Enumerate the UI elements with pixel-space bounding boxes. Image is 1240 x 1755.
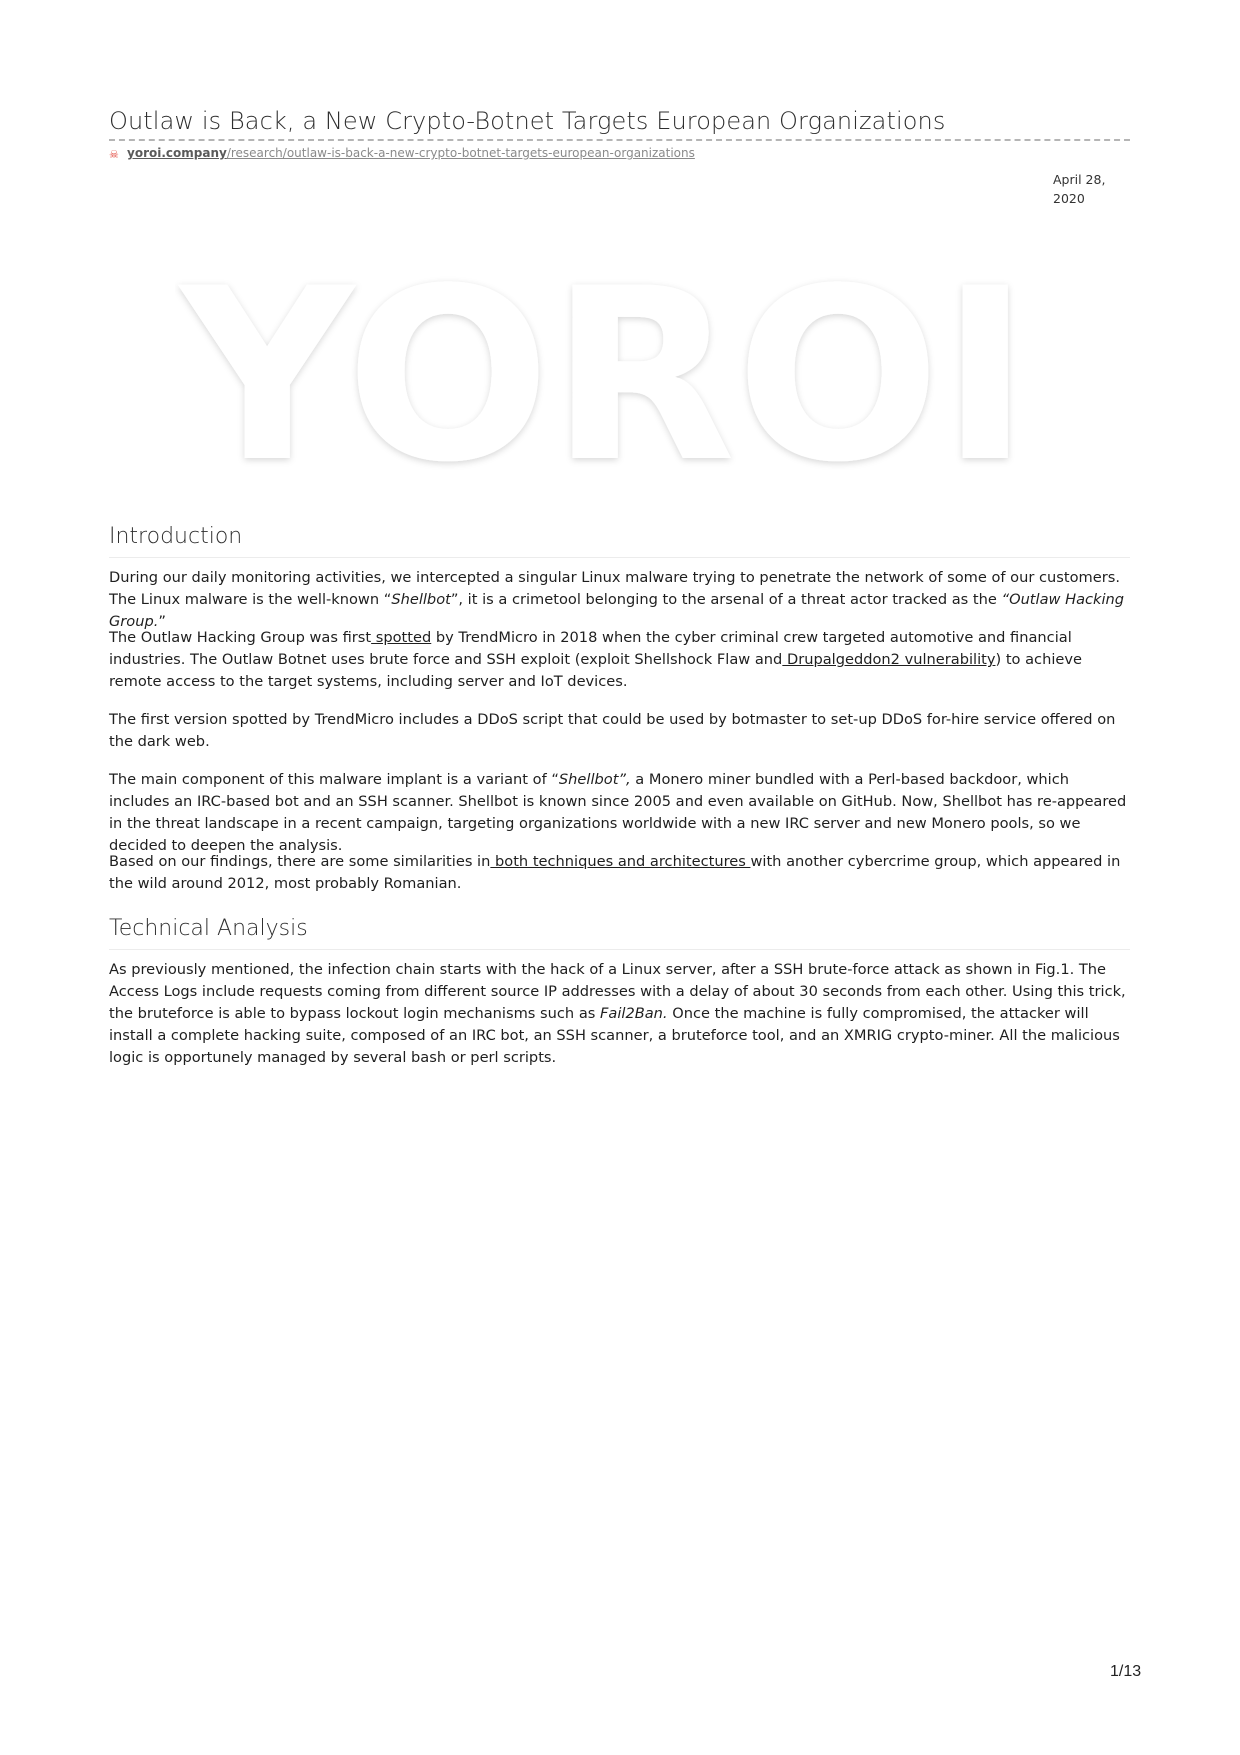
intro-paragraph-1: During our daily monitoring activities, we intercepted a singular Linux malware trying to penetrate the network of some of our customers. The Linux malware is the well-known “Shellbot”, it is a crimetool belonging to the arsenal of a threat actor tracked as the “Outlaw Hacking Group.”	[109, 569, 1125, 630]
spotted-link[interactable]: spotted	[371, 629, 432, 646]
outlaw-group-term: “Outlaw Hacking Group.	[109, 591, 1125, 630]
intro-paragraph-5: Based on our findings, there are some similarities in both techniques and architectures with another cybercrime group, which appeared in the wild around 2012, most probably Romanian.	[109, 853, 1121, 892]
publish-date-line1: April 28,	[1053, 172, 1106, 187]
section-heading-technical-analysis: Technical Analysis	[109, 915, 1130, 950]
shellbot-term-2: Shellbot”,	[558, 771, 631, 788]
shellbot-term: Shellbot	[391, 591, 451, 608]
intro-paragraph-3: The first version spotted by TrendMicro includes a DDoS script that could be used by botmaster to set-up DDoS for-hire service offered on the dark web.	[109, 711, 1116, 750]
publish-date	[1053, 170, 1123, 208]
page-title: Outlaw is Back, a New Crypto-Botnet Targets European Organizations	[109, 107, 946, 135]
page-number: 1/13	[1110, 1663, 1142, 1680]
source-path[interactable]: /research/outlaw-is-back-a-new-crypto-botnet-targets-european-organizations	[226, 146, 695, 160]
source-domain[interactable]: yoroi.company	[127, 146, 227, 160]
source-url[interactable]	[109, 146, 695, 161]
publish-date-line2: 2020	[1053, 191, 1085, 206]
site-favicon-icon: ☠	[109, 148, 119, 161]
drupalgeddon2-link[interactable]: Drupalgeddon2 vulnerability	[782, 651, 996, 668]
hero-logo-image	[175, 270, 1035, 470]
techniques-architectures-link[interactable]: both techniques and architectures	[490, 853, 751, 870]
intro-paragraph-4: The main component of this malware implant is a variant of “Shellbot”, a Monero miner bundled with a Perl-based backdoor, which includes an IRC-based bot and an SSH scanner. Shellbot is known since 2005 and even available on GitHub. Now, Shellbot has re-appeared in the threat landscape in a recent campaign, targeting organizations worldwide with a new IRC server and new Monero pools, so we decided to deepen the analysis.	[109, 771, 1127, 854]
section-heading-introduction: Introduction	[109, 523, 1130, 558]
technical-paragraph-1: As previously mentioned, the infection chain starts with the hack of a Linux server, after a SSH brute-force attack as shown in Fig.1. The Access Logs include requests coming from different source IP addresses with a delay of about 30 seconds from each other. Using this trick, the bruteforce is able to bypass lockout login mechanisms such as Fail2Ban. Once the machine is fully compromised, the attacker will install a complete hacking suite, composed of an IRC bot, an SSH scanner, a bruteforce tool, and an XMRIG crypto-miner. All the malicious logic is opportunely managed by several bash or perl scripts.	[109, 961, 1126, 1066]
intro-paragraph-2: The Outlaw Hacking Group was first spotted by TrendMicro in 2018 when the cyber criminal crew targeted automotive and financial industries. The Outlaw Botnet uses brute force and SSH exploit (exploit Shellshock Flaw and Drupalgeddon2 vulnerability) to achieve remote access to the target systems, including server and IoT devices.	[109, 629, 1082, 690]
title-divider	[109, 139, 1130, 141]
fail2ban-term: Fail2Ban.	[600, 1005, 668, 1022]
hero-logo-text: YOROI	[176, 270, 1031, 470]
